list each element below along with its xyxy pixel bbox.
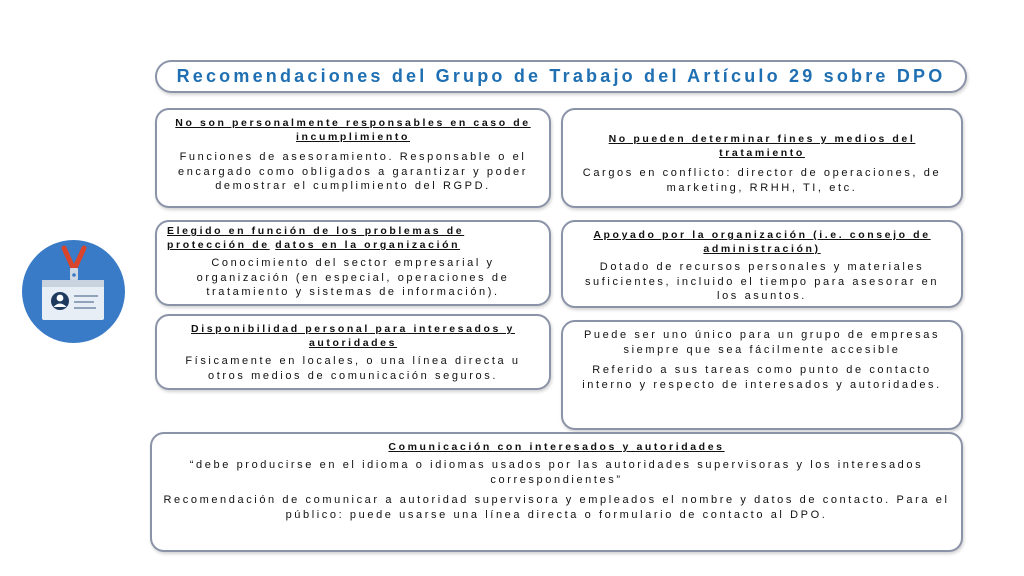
box-text: Cargos en conflicto: director de operaciones, de marketing, RRHH, TI, etc. bbox=[582, 167, 942, 194]
box-heading: Comunicación con interesados y autoridades bbox=[388, 441, 725, 453]
box-text: Recomendación de comunicar a autoridad supervisora y empleados el nombre y datos de contacto. Para el público: puede usarse una línea directa o formulario de contacto al DPO. bbox=[163, 494, 950, 521]
box-heading: Elegido en función de los problemas de protección de datos en la organización bbox=[167, 225, 465, 251]
box-heading: No pueden determinar fines y medios del tratamiento bbox=[608, 133, 916, 159]
box-grupo-empresas bbox=[561, 320, 963, 430]
box-heading: No son personalmente responsables en caso de incumplimiento bbox=[175, 117, 531, 143]
box-text: Puede ser uno único para un grupo de empresas siempre que sea fácilmente accesible bbox=[583, 329, 941, 356]
id-badge-icon bbox=[22, 240, 125, 343]
box-text: Físicamente en locales, o una línea directa u otros medios de comunicación seguros. bbox=[185, 355, 521, 382]
box-comunicacion bbox=[150, 432, 963, 552]
box-elegido bbox=[155, 220, 551, 306]
box-text: Conocimiento del sector empresarial y organización (en especial, operaciones de tratamiento y sistemas de información). bbox=[196, 257, 510, 298]
box-heading: Disponibilidad personal para interesados y autoridades bbox=[191, 323, 515, 349]
box-disponibilidad bbox=[155, 314, 551, 390]
box-text: “debe producirse en el idioma o idiomas usados por las autoridades supervisoras y los interesados correspondientes” bbox=[189, 459, 924, 486]
box-no-fines bbox=[561, 108, 963, 208]
box-text: Dotado de recursos personales y materiales suficientes, incluido el tiempo para asesorar en los asuntos. bbox=[584, 261, 940, 302]
box-text: Referido a sus tareas como punto de contacto interno y respecto de interesados y autoridades. bbox=[582, 364, 942, 391]
box-apoyado bbox=[561, 220, 963, 308]
box-no-responsables bbox=[155, 108, 551, 208]
page-title: Recomendaciones del Grupo de Trabajo del Artículo 29 sobre DPO bbox=[176, 66, 946, 86]
box-text: Funciones de asesoramiento. Responsable o el encargado como obligados a garantizar y poder demostrar el cumplimiento del RGPD. bbox=[178, 151, 528, 192]
title-box bbox=[155, 60, 967, 93]
box-heading: Apoyado por la organización (i.e. consejo de administración) bbox=[593, 229, 931, 255]
